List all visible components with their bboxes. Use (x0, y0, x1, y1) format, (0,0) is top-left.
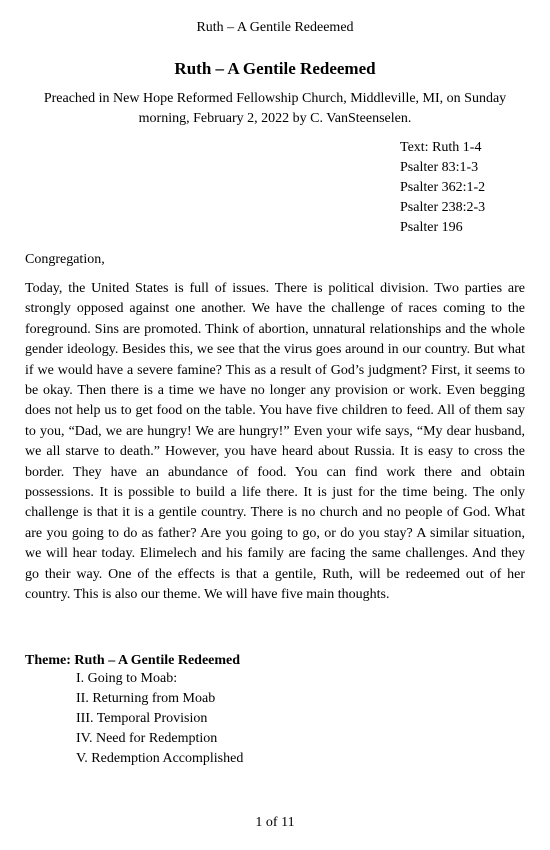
body-paragraph: Today, the United States is full of issues. There is political division. Two parties are strongly opposed against one another. We have the challenge of races coming to the foreground. Sins are promoted. Think of abortion, unnatural relationships and the whole gender ideology. Besides this, we see that the virus goes around in our country. But what if we would have a severe famine? This as a result of God’s judgment? First, it seems to be okay. Then there is a time we have no longer any provision or work. Even begging does not help us to get food on the table. You have five children to feed. All of them say to you, “Dad, we are hungry! We are hungry!” Even your wife says, “My dear husband, we all starve to death.” However, you have heard about Russia. It is easy to cross the border. They have an abundance of food. You can find work there and obtain possessions. It is possible to build a life there. It is just for the time being. The only challenge is that it is a gentile country. There is no church and no people of God. What are you going to do as father? Are you going to go, or do you stay? A similar situation, we will hear today. Elimelech and his family are facing the same challenges. And they go their way. One of the effects is that a gentile, Ruth, will be redeemed out of her country. This is also our theme. We will have five main thoughts. (25, 281, 525, 603)
sermon-title: Ruth – A Gentile Redeemed (174, 59, 376, 78)
main-point: I. Going to Moab: (76, 671, 178, 686)
theme-heading: Theme: Ruth – A Gentile Redeemed (25, 653, 241, 668)
salutation: Congregation, (25, 252, 105, 267)
running-header: Ruth – A Gentile Redeemed (196, 20, 354, 35)
main-point: IV. Need for Redemption (76, 731, 218, 746)
psalter-reference: Psalter 238:2-3 (400, 200, 486, 215)
psalter-reference: Psalter 196 (400, 220, 463, 235)
scripture-references (400, 138, 540, 238)
psalter-reference: Psalter 83:1-3 (400, 160, 479, 175)
preached-info: Preached in New Hope Reformed Fellowship Church, Middleville, MI, on Sunday morning, February 2, 2022 by C. VanSteenselen. (43, 91, 507, 126)
main-point: V. Redemption Accomplished (76, 751, 244, 766)
psalter-reference: Psalter 362:1-2 (400, 180, 486, 195)
main-point: II. Returning from Moab (76, 691, 216, 706)
main-points-list (76, 669, 476, 769)
page-number: 1 of 11 (255, 815, 295, 830)
text-reference: Text: Ruth 1-4 (400, 140, 482, 155)
main-point: III. Temporal Provision (76, 711, 208, 726)
